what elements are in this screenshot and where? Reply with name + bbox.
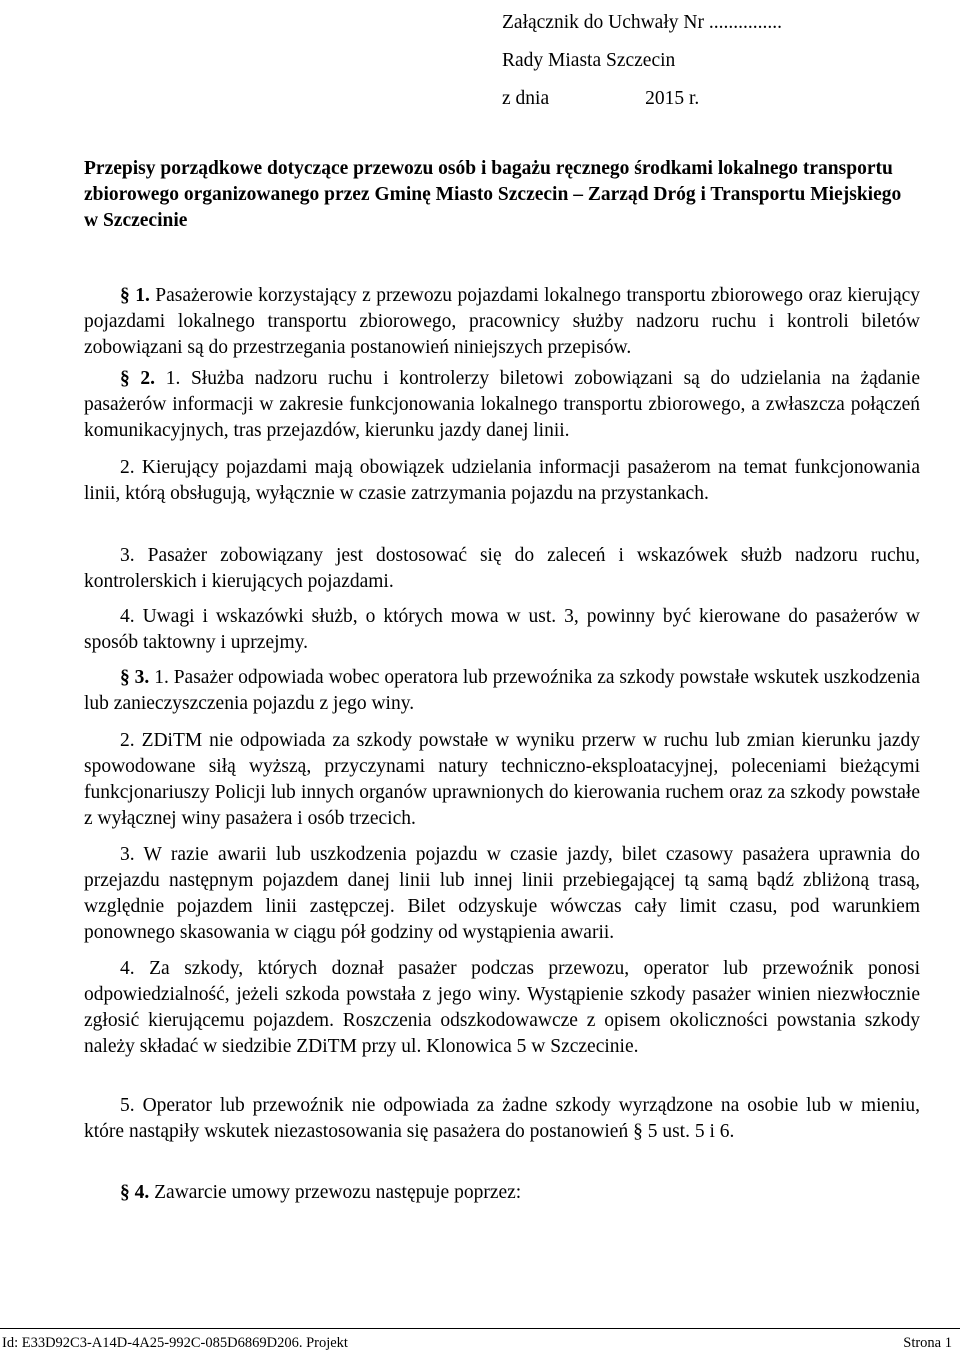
section-marker: § 3. [120, 667, 150, 688]
section-3-paragraph-2 [84, 728, 920, 832]
document-id: Id: E33D92C3-A14D-4A25-992C-085D6869D206. Projekt [2, 1335, 348, 1351]
section-text: Zawarcie umowy przewozu następuje poprzez: [154, 1182, 522, 1203]
section-2-paragraph-2 [84, 455, 920, 507]
section-3-paragraph-3 [84, 842, 920, 946]
paragraph-text: 1. Pasażer odpowiada wobec operatora lub przewoźnika za szkody powstałe wskutek uszkodzenia lub zanieczyszczenia pojazdu z jego winy. [84, 667, 921, 714]
section-4 [84, 1180, 920, 1206]
paragraph-text: 3. Pasażer zobowiązany jest dostosować się do zaleceń i wskazówek służb nadzoru ruchu, kontrolerskich i kierujących pojazdami. [84, 545, 920, 592]
page-footer [2, 1334, 952, 1352]
paragraph-text: 1. Służba nadzoru ruchu i kontrolerzy biletowi zobowiązani są do udzielania na żądanie pasażerów informacji w zakresie funkcjonowania lokalnego transportu zbiorowego, a zwłaszcza połączeń komunikacyjnych, tras przejazdów, kierunku jazdy danej linii. [84, 368, 920, 441]
date-line [502, 80, 782, 118]
attachment-header [502, 4, 782, 118]
paragraph-text: 2. Kierujący pojazdami mają obowiązek udzielania informacji pasażerom na temat funkcjonowania linii, którą obsługują, wyłącznie w czasie zatrzymania pojazdu na przystankach. [84, 457, 920, 504]
section-text: Pasażerowie korzystający z przewozu pojazdami lokalnego transportu zbiorowego oraz kierujący pojazdami lokalnego transportu zbiorowego, pracownicy służby nadzoru ruchu i kontroli biletów zobowiązani są do przestrzegania postanowień niniejszych przepisów. [84, 285, 921, 358]
paragraph-text: 3. W razie awarii lub uszkodzenia pojazdu w czasie jazdy, bilet czasowy pasażera uprawnia do przejazdu następnym pojazdem danej linii lub innej linii przebiegającej tą samą bądź zbliżoną trasą, względnie pojazdem linii zastępczej. Bilet odzyskuje wówczas cały limit czasu, pod warunkiem ponownego skasowania w ciągu pół godziny od wystąpienia awarii. [84, 844, 920, 943]
attachment-line: Załącznik do Uchwały Nr ............... [502, 12, 782, 33]
council-line: Rady Miasta Szczecin [502, 50, 676, 71]
section-3-paragraph-5 [84, 1093, 920, 1145]
paragraph-text: 4. Uwagi i wskazówki służb, o których mowa w ust. 3, powinny być kierowane do pasażerów w sposób taktowny i uprzejmy. [84, 606, 920, 653]
document-title: Przepisy porządkowe dotyczące przewozu osób i bagażu ręcznego środkami lokalnego transportu zbiorowego organizowanego przez Gminę Miasto Szczecin – Zarząd Dróg i Transportu Miejskiego w Szczecinie [84, 158, 902, 231]
section-3-paragraph-1 [84, 665, 920, 717]
section-marker: § 2. [120, 368, 156, 389]
section-marker: § 4. [120, 1182, 150, 1203]
section-2-paragraph-1 [84, 366, 920, 444]
section-1 [84, 283, 920, 361]
date-year: 2015 r. [645, 88, 700, 109]
paragraph-text: 5. Operator lub przewoźnik nie odpowiada za żadne szkody wyrządzone na osobie lub w mieniu, które nastąpiły wskutek niezastosowania się pasażera do postanowień § 5 ust. 5 i 6. [84, 1095, 920, 1142]
paragraph-text: 4. Za szkody, których doznał pasażer podczas przewozu, operator lub przewoźnik ponosi odpowiedzialność, jeżeli szkoda powstała z jego winy. Wystąpienie szkody pasażer winien niezwłocznie zgłosić kierującemu pojazdem. Roszczenia odszkodowawcze z opisem okoliczności powstania szkody należy składać w siedzibie ZDiTM przy ul. Klonowica 5 w Szczecinie. [84, 958, 920, 1057]
page-number: Strona 1 [903, 1335, 952, 1351]
section-marker: § 1. [120, 285, 150, 306]
section-2-paragraph-3 [84, 543, 920, 595]
paragraph-text: 2. ZDiTM nie odpowiada za szkody powstałe w wyniku przerw w ruchu lub zmian kierunku jazdy spowodowane siłą wyższą, przyczynami natury techniczno-eksploatacyjnej, poleceniami bieżącymi funkcjonariuszy Policji lub innych organów uprawnionych do kierowania ruchem oraz za szkody powstałe z wyłącznej winy pasażera i osób trzecich. [84, 730, 920, 829]
footer-divider [0, 1328, 960, 1329]
date-prefix: z dnia [502, 88, 550, 109]
section-3-paragraph-4 [84, 956, 920, 1060]
section-2-paragraph-4 [84, 604, 920, 656]
